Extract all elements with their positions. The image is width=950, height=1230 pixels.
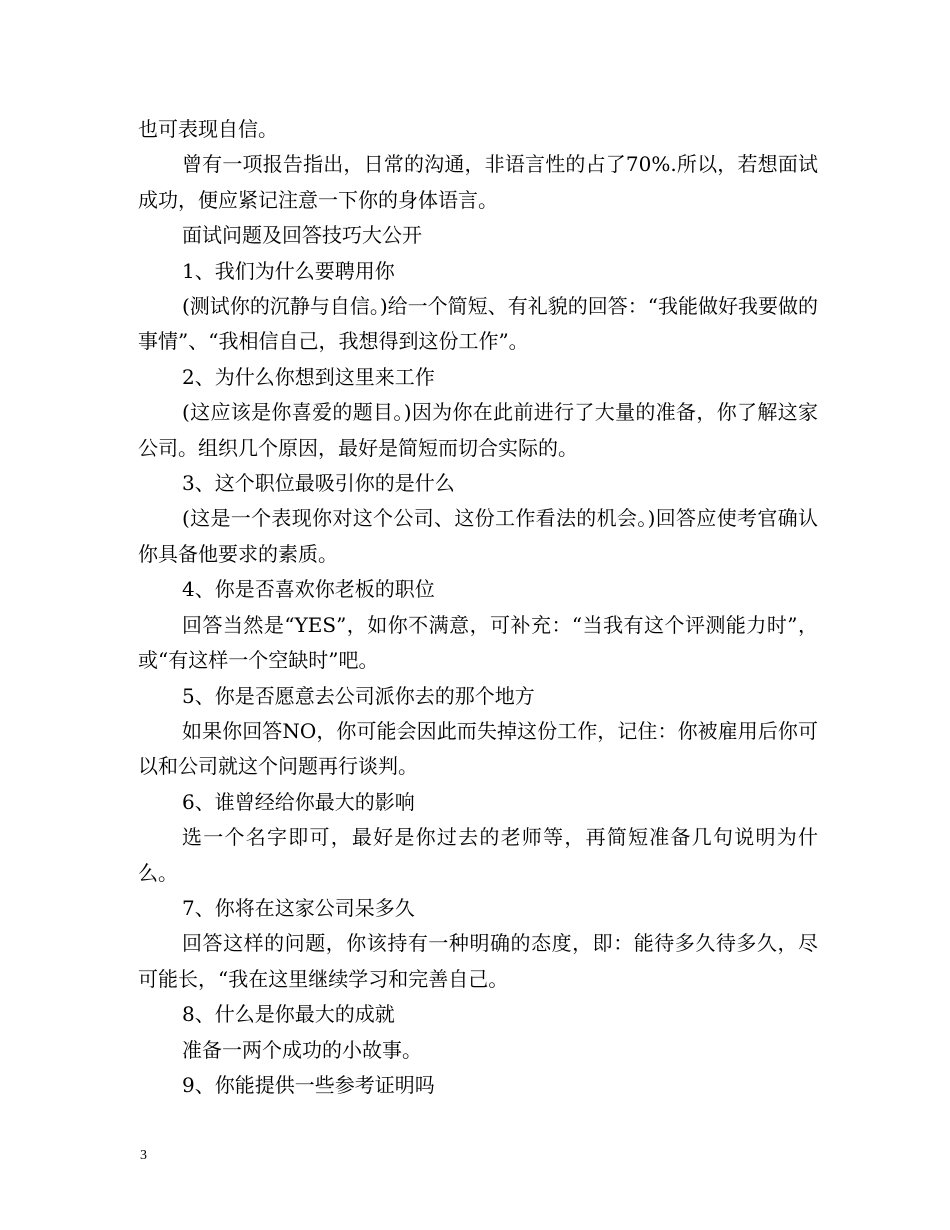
paragraph: (这应该是你喜爱的题目。)因为你在此前进行了大量的准备，你了解这家公司。组织几个原因，最好是简短而切合实际的。 xyxy=(138,400,818,460)
paragraph: 8、什么是你最大的成就 xyxy=(182,1002,395,1027)
paragraph: 回答这样的问题，你该持有一种明确的态度，即：能待多久待多久，尽可能长，“我在这里继续学习和完善自己。 xyxy=(138,931,818,991)
paragraph: 也可表现自信。 xyxy=(138,117,278,141)
page-number: 3 xyxy=(140,1148,147,1163)
paragraph: 6、谁曾经给你最大的影响 xyxy=(182,789,415,814)
paragraph: (测试你的沉静与自信。)给一个简短、有礼貌的回答：“我能做好我要做的事情”、“我相信自己，我想得到这份工作”。 xyxy=(138,294,818,354)
document-body xyxy=(138,112,818,1103)
paragraph: 1、我们为什么要聘用你 xyxy=(182,258,395,283)
paragraph: 5、你是否愿意去公司派你去的那个地方 xyxy=(182,683,535,708)
paragraph: 9、你能提供一些参考证明吗 xyxy=(182,1072,435,1097)
paragraph: 面试问题及回答技巧大公开 xyxy=(182,223,422,248)
paragraph: (这是一个表现你对这个公司、这份工作看法的机会。)回答应使考官确认你具备他要求的素质。 xyxy=(138,506,818,566)
paragraph: 3、这个职位最吸引你的是什么 xyxy=(182,471,455,496)
paragraph: 选一个名字即可，最好是你过去的老师等，再简短准备几句说明为什么。 xyxy=(138,825,818,885)
paragraph: 4、你是否喜欢你老板的职位 xyxy=(182,577,435,602)
paragraph: 准备一两个成功的小故事。 xyxy=(182,1037,422,1062)
paragraph: 2、为什么你想到这里来工作 xyxy=(182,364,435,389)
paragraph: 如果你回答NO，你可能会因此而失掉这份工作，记住：你被雇用后你可以和公司就这个问题再行谈判。 xyxy=(138,718,818,779)
paragraph: 曾有一项报告指出，日常的沟通，非语言性的占了70%.所以，若想面试成功，便应紧记注意一下你的身体语言。 xyxy=(138,152,818,212)
paragraph: 回答当然是“YES”，如你不满意，可补充：“当我有这个评测能力时”，或“有这样一个空缺时”吧。 xyxy=(138,612,818,673)
paragraph: 7、你将在这家公司呆多久 xyxy=(182,895,415,920)
